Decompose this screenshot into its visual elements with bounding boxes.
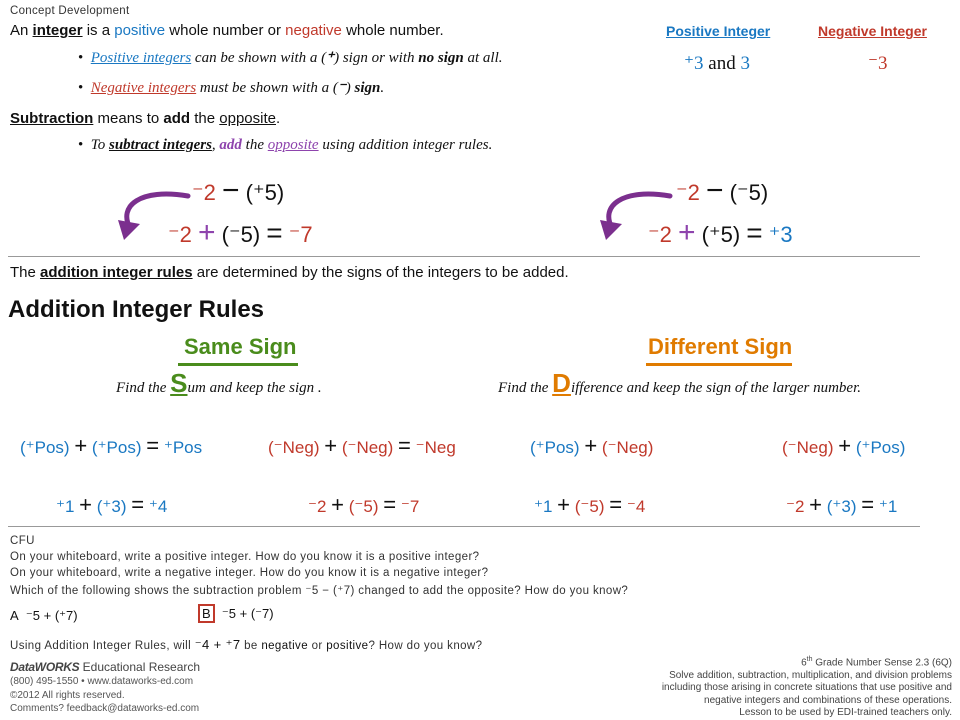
cfu-option-a[interactable] — [10, 608, 78, 624]
rule-pattern-pos-neg — [530, 433, 653, 459]
example-result: ⁺4 — [148, 497, 168, 516]
intro-text: is a — [86, 22, 111, 39]
equals-sign: = — [746, 217, 763, 248]
bullet-text: using addition integer rules. — [322, 137, 493, 153]
equals-sign: = — [383, 492, 397, 517]
rules-intro — [10, 264, 569, 281]
negative-integer-header: Negative Integer — [818, 23, 927, 39]
expr-term: ⁻2 — [192, 180, 216, 205]
right-addition-expression — [648, 218, 793, 248]
cfu-question-4 — [10, 637, 482, 653]
definition-text: means to — [97, 110, 160, 127]
same-sign-rule — [116, 368, 322, 399]
bullet-text: the — [245, 137, 264, 153]
negative-integers-term: Negative integers — [90, 80, 197, 96]
rule-example-2 — [308, 492, 419, 518]
bullet-text: must be shown with a ( — [199, 80, 338, 96]
rule-text: Find the — [498, 380, 549, 396]
standard-line — [662, 654, 952, 670]
equals-sign: = — [266, 217, 283, 248]
expr-term: ⁻2 — [676, 180, 700, 205]
subtraction-definition — [10, 110, 280, 127]
question-text: Using Addition Integer Rules, will — [10, 640, 192, 652]
brand-subtitle: Educational Research — [82, 660, 201, 674]
rule-pattern-neg-neg — [268, 433, 456, 459]
plus-operator: + — [838, 433, 852, 458]
footer-contact: (800) 495-1550 • www.dataworks-ed.com — [10, 676, 194, 687]
bullet-text: , — [211, 137, 216, 153]
cfu-question-3: Which of the following shows the subtraction problem ⁻5 − (⁺7) changed to add the opposite? How do you know? — [10, 585, 629, 597]
pattern-term: (⁺Pos) — [855, 438, 906, 457]
example-result: ⁻7 — [400, 497, 420, 516]
rule-text: ifference and keep the sign of the larger number. — [570, 380, 862, 396]
positive-examples — [684, 52, 750, 75]
question-text: or — [311, 640, 323, 652]
equals-sign: = — [861, 492, 875, 517]
different-sign-underline — [646, 363, 792, 366]
pattern-term: (⁻Neg) — [601, 438, 654, 457]
bullet-text: ) sign or with — [334, 50, 415, 66]
pattern-term: (⁻Neg) — [782, 438, 834, 457]
example-term: (⁺3) — [96, 497, 127, 516]
equals-sign: = — [398, 433, 411, 458]
expr-result: ⁻7 — [288, 222, 313, 247]
positive-example: 3 — [740, 53, 750, 74]
divider — [8, 256, 920, 257]
plus-operator: + — [324, 433, 338, 458]
bullet-positive — [78, 48, 503, 67]
bullet-text: ) — [345, 80, 351, 96]
expr-term: (⁺5) — [245, 180, 285, 205]
bullet-text: To — [90, 137, 106, 153]
option-text: ⁻5 + (⁺7) — [25, 608, 78, 623]
cfu-label: CFU — [10, 535, 35, 547]
rule-pattern-pos-pos — [20, 433, 202, 459]
negative-option: negative — [261, 640, 308, 652]
standard-line: including those arising in concrete situations that use positive and — [661, 682, 952, 694]
add-term: add — [219, 137, 242, 153]
standard-line: negative integers and combinations of these operations. — [704, 694, 952, 706]
rule-example-3 — [534, 492, 645, 518]
plus-operator: + — [74, 433, 88, 458]
footer-brand — [10, 660, 200, 674]
example-result: ⁻4 — [626, 497, 646, 516]
example-term: (⁻5) — [574, 497, 605, 516]
cfu-question-2: On your whiteboard, write a negative integer. How do you know it is a negative integer? — [10, 567, 489, 579]
intro-text: whole number. — [346, 22, 444, 39]
intro-text: are determined by the signs of the integers to be added. — [196, 264, 569, 281]
pattern-result: ⁺Pos — [163, 438, 203, 457]
intro-text: An — [10, 22, 29, 39]
plus-operator: + — [197, 216, 216, 249]
bullet-negative — [78, 78, 384, 97]
positive-option: positive — [326, 640, 369, 652]
example-term: ⁻2 — [786, 497, 805, 516]
definition-text: the — [194, 110, 216, 127]
pattern-term: (⁺Pos) — [20, 438, 70, 457]
bullet-dot: • — [78, 80, 88, 96]
cfu-question-1: On your whiteboard, write a positive integer. How do you know it is a positive integer? — [10, 551, 480, 563]
different-sign-rule — [498, 368, 861, 399]
equals-sign: = — [609, 492, 623, 517]
equals-sign: = — [146, 433, 160, 458]
sign-emphasis: sign — [354, 80, 381, 96]
bullet-text: can be shown with a ( — [194, 50, 327, 66]
rule-text: Find the — [116, 380, 167, 396]
pattern-term: (⁺Pos) — [530, 438, 580, 457]
bullet-subtract — [78, 137, 492, 154]
equals-sign: = — [131, 492, 145, 517]
intro-text: The — [10, 264, 36, 281]
example-term: ⁺1 — [534, 497, 553, 516]
no-sign-emphasis: no sign — [418, 50, 464, 66]
pattern-term: (⁻Neg) — [341, 438, 394, 457]
example-result: ⁺1 — [878, 497, 898, 516]
grade-suffix: th — [806, 656, 813, 663]
question-text: be — [244, 640, 258, 652]
rule-example-4 — [786, 492, 897, 518]
footer-feedback[interactable]: Comments? feedback@dataworks-ed.com — [10, 703, 200, 714]
positive-word: positive — [114, 22, 166, 39]
left-subtraction-expression — [192, 176, 284, 206]
different-sign-title: Different Sign — [648, 334, 793, 359]
s-letter: S — [170, 368, 188, 398]
plus-operator: + — [584, 433, 598, 458]
rules-title: Addition Integer Rules — [8, 296, 265, 323]
integer-term: integer — [32, 22, 83, 39]
same-sign-title: Same Sign — [184, 334, 297, 359]
positive-example: ⁺3 — [684, 53, 704, 74]
standard-line: Lesson to be used by EDI-trained teachers only. — [739, 707, 952, 719]
plus-operator: + — [557, 492, 571, 517]
opposite-term: opposite — [267, 137, 319, 153]
option-letter: A — [10, 608, 19, 623]
expr-term: (⁺5) — [701, 222, 741, 247]
bullet-dot: • — [78, 50, 88, 66]
addition-rules-term: addition integer rules — [40, 264, 193, 281]
negative-word: negative — [285, 22, 342, 39]
plus-sign: ⁺ — [326, 50, 335, 66]
question-expression: ⁻4 + ⁺7 — [194, 637, 241, 652]
section-label: Concept Development — [10, 5, 130, 17]
option-text: ⁻5 + (⁻7) — [221, 606, 274, 621]
add-term: add — [163, 110, 191, 127]
minus-operator: − — [705, 174, 724, 207]
positive-integer-header: Positive Integer — [666, 23, 771, 39]
expr-term: (⁻5) — [729, 180, 769, 205]
expr-term: ⁻2 — [168, 222, 192, 247]
pattern-result: ⁻Neg — [415, 438, 456, 457]
minus-operator: − — [221, 174, 240, 207]
example-term: (⁺3) — [826, 497, 857, 516]
example-term: ⁻2 — [308, 497, 327, 516]
pattern-term: (⁺Pos) — [91, 438, 142, 457]
subtraction-term: Subtraction — [10, 110, 94, 127]
grade-number: 6 — [801, 657, 807, 669]
plus-operator: + — [677, 216, 696, 249]
option-letter-selected: B — [198, 604, 215, 623]
negative-example: ⁻3 — [868, 53, 888, 74]
same-sign-underline — [178, 363, 298, 366]
footer-copyright: ©2012 All rights reserved. — [10, 690, 125, 701]
and-word: and — [708, 53, 736, 74]
rule-example-1 — [56, 492, 167, 518]
bullet-dot: • — [78, 137, 88, 153]
intro-text: whole number or — [169, 22, 281, 39]
expr-term: (⁻5) — [221, 222, 261, 247]
rule-text: um and keep the sign . — [187, 380, 322, 396]
minus-sign: ⁻ — [337, 80, 346, 96]
plus-operator: + — [809, 492, 823, 517]
standard-title: Grade Number Sense 2.3 (6Q) — [815, 657, 952, 669]
subtract-integers-term: subtract integers — [108, 137, 212, 153]
cfu-option-b[interactable] — [198, 606, 274, 622]
example-term: ⁺1 — [56, 497, 75, 516]
footer-standard — [662, 654, 952, 720]
right-subtraction-expression — [676, 176, 768, 206]
example-term: (⁻5) — [348, 497, 379, 516]
question-text: ? How do you know? — [368, 640, 483, 652]
divider — [8, 526, 920, 527]
rule-pattern-neg-pos — [782, 433, 905, 459]
plus-operator: + — [331, 492, 345, 517]
opposite-term: opposite — [219, 110, 276, 127]
expr-term: ⁻2 — [648, 222, 672, 247]
plus-operator: + — [79, 492, 93, 517]
left-addition-expression — [168, 218, 313, 248]
d-letter: D — [552, 368, 571, 398]
bullet-text: . — [380, 80, 385, 96]
definition-text: . — [275, 110, 281, 127]
pattern-term: (⁻Neg) — [268, 438, 320, 457]
intro-line — [10, 22, 444, 39]
standard-line: Solve addition, subtraction, multiplication, and division problems — [669, 669, 952, 681]
expr-result: ⁺3 — [768, 222, 793, 247]
positive-integers-term: Positive integers — [90, 50, 192, 66]
bullet-text: at all. — [467, 50, 503, 66]
brand-logo: DataWORKS — [10, 660, 80, 674]
